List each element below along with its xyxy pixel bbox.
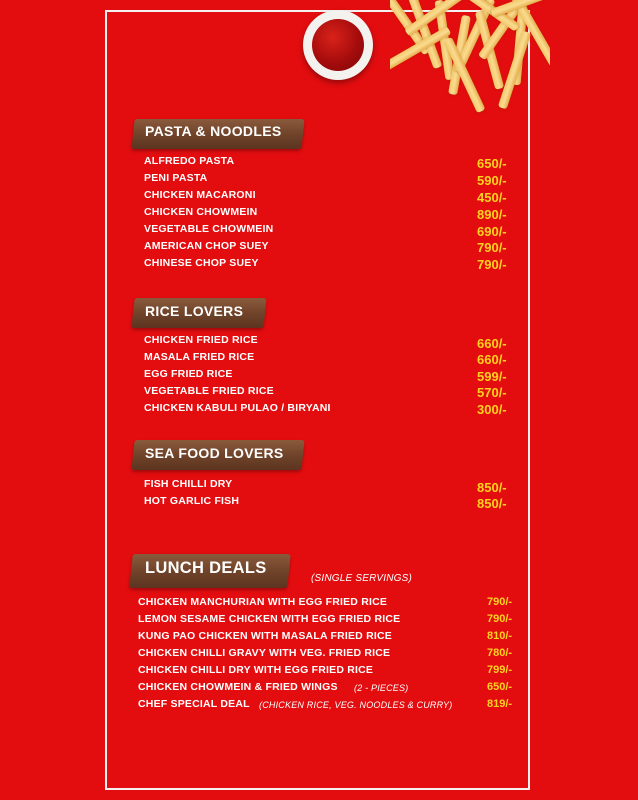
menu-item-price: 660/- bbox=[477, 336, 507, 351]
menu-item-price: 650/- bbox=[477, 156, 507, 171]
menu-item-name: EGG FRIED RICE bbox=[144, 368, 233, 380]
menu-item-name: PENI PASTA bbox=[144, 172, 208, 184]
menu-item-price: 599/- bbox=[477, 369, 507, 384]
menu-item-name: CHICKEN MACARONI bbox=[144, 189, 256, 201]
menu-item-price: 850/- bbox=[477, 480, 507, 495]
menu-item-price: 300/- bbox=[477, 402, 507, 417]
lunch-item-name: CHICKEN CHILLI DRY WITH EGG FRIED RICE bbox=[138, 664, 374, 676]
menu-item-price: 450/- bbox=[477, 190, 507, 205]
lunch-item-price: 810/- bbox=[487, 630, 513, 642]
menu-item-price: 850/- bbox=[477, 496, 507, 511]
lunch-item-name: CHICKEN MANCHURIAN WITH EGG FRIED RICE bbox=[138, 596, 388, 608]
lunch-item-note: (CHICKEN RICE, VEG. NOODLES & CURRY) bbox=[259, 700, 453, 710]
menu-item-name: HOT GARLIC FISH bbox=[144, 495, 240, 507]
menu-item-price: 690/- bbox=[477, 224, 507, 239]
section-subtitle: (SINGLE SERVINGS) bbox=[311, 573, 413, 584]
lunch-item-price: 819/- bbox=[487, 698, 513, 710]
ketchup-bowl-icon bbox=[303, 10, 373, 80]
lunch-item-price: 780/- bbox=[487, 647, 513, 659]
menu-item-price: 590/- bbox=[477, 173, 507, 188]
menu-item-name: CHICKEN FRIED RICE bbox=[144, 334, 258, 346]
lunch-item-price: 790/- bbox=[487, 596, 513, 608]
lunch-item-name: CHEF SPECIAL DEAL bbox=[138, 698, 250, 710]
menu-item-price: 660/- bbox=[477, 352, 507, 367]
menu-item-name: CHICKEN KABULI PULAO / BIRYANI bbox=[144, 402, 331, 414]
menu-item-name: VEGETABLE CHOWMEIN bbox=[144, 223, 274, 235]
section-title: RICE LOVERS bbox=[145, 303, 244, 319]
french-fries-icon bbox=[390, 0, 550, 125]
lunch-item-price: 790/- bbox=[487, 613, 513, 625]
lunch-item-price: 650/- bbox=[487, 681, 513, 693]
lunch-item-name: KUNG PAO CHICKEN WITH MASALA FRIED RICE bbox=[138, 630, 392, 642]
menu-item-price: 790/- bbox=[477, 240, 507, 255]
menu-item-name: CHICKEN CHOWMEIN bbox=[144, 206, 258, 218]
menu-item-name: VEGETABLE FRIED RICE bbox=[144, 385, 274, 397]
section-title: LUNCH DEALS bbox=[145, 559, 267, 577]
menu-item-name: CHINESE CHOP SUEY bbox=[144, 257, 259, 269]
lunch-item-name: CHICKEN CHILLI GRAVY WITH VEG. FRIED RICE bbox=[138, 647, 391, 659]
lunch-item-price: 799/- bbox=[487, 664, 513, 676]
menu-item-price: 790/- bbox=[477, 257, 507, 272]
lunch-item-name: LEMON SESAME CHICKEN WITH EGG FRIED RICE bbox=[138, 613, 401, 625]
lunch-item-name: CHICKEN CHOWMEIN & FRIED WINGS bbox=[138, 681, 338, 693]
menu-item-name: ALFREDO PASTA bbox=[144, 155, 235, 167]
menu-item-name: FISH CHILLI DRY bbox=[144, 478, 233, 490]
lunch-item-note: (2 - PIECES) bbox=[354, 683, 409, 693]
section-title: PASTA & NOODLES bbox=[145, 123, 282, 139]
menu-item-price: 570/- bbox=[477, 385, 507, 400]
menu-item-name: MASALA FRIED RICE bbox=[144, 351, 255, 363]
menu-item-name: AMERICAN CHOP SUEY bbox=[144, 240, 269, 252]
section-title: SEA FOOD LOVERS bbox=[145, 445, 284, 461]
menu-item-price: 890/- bbox=[477, 207, 507, 222]
